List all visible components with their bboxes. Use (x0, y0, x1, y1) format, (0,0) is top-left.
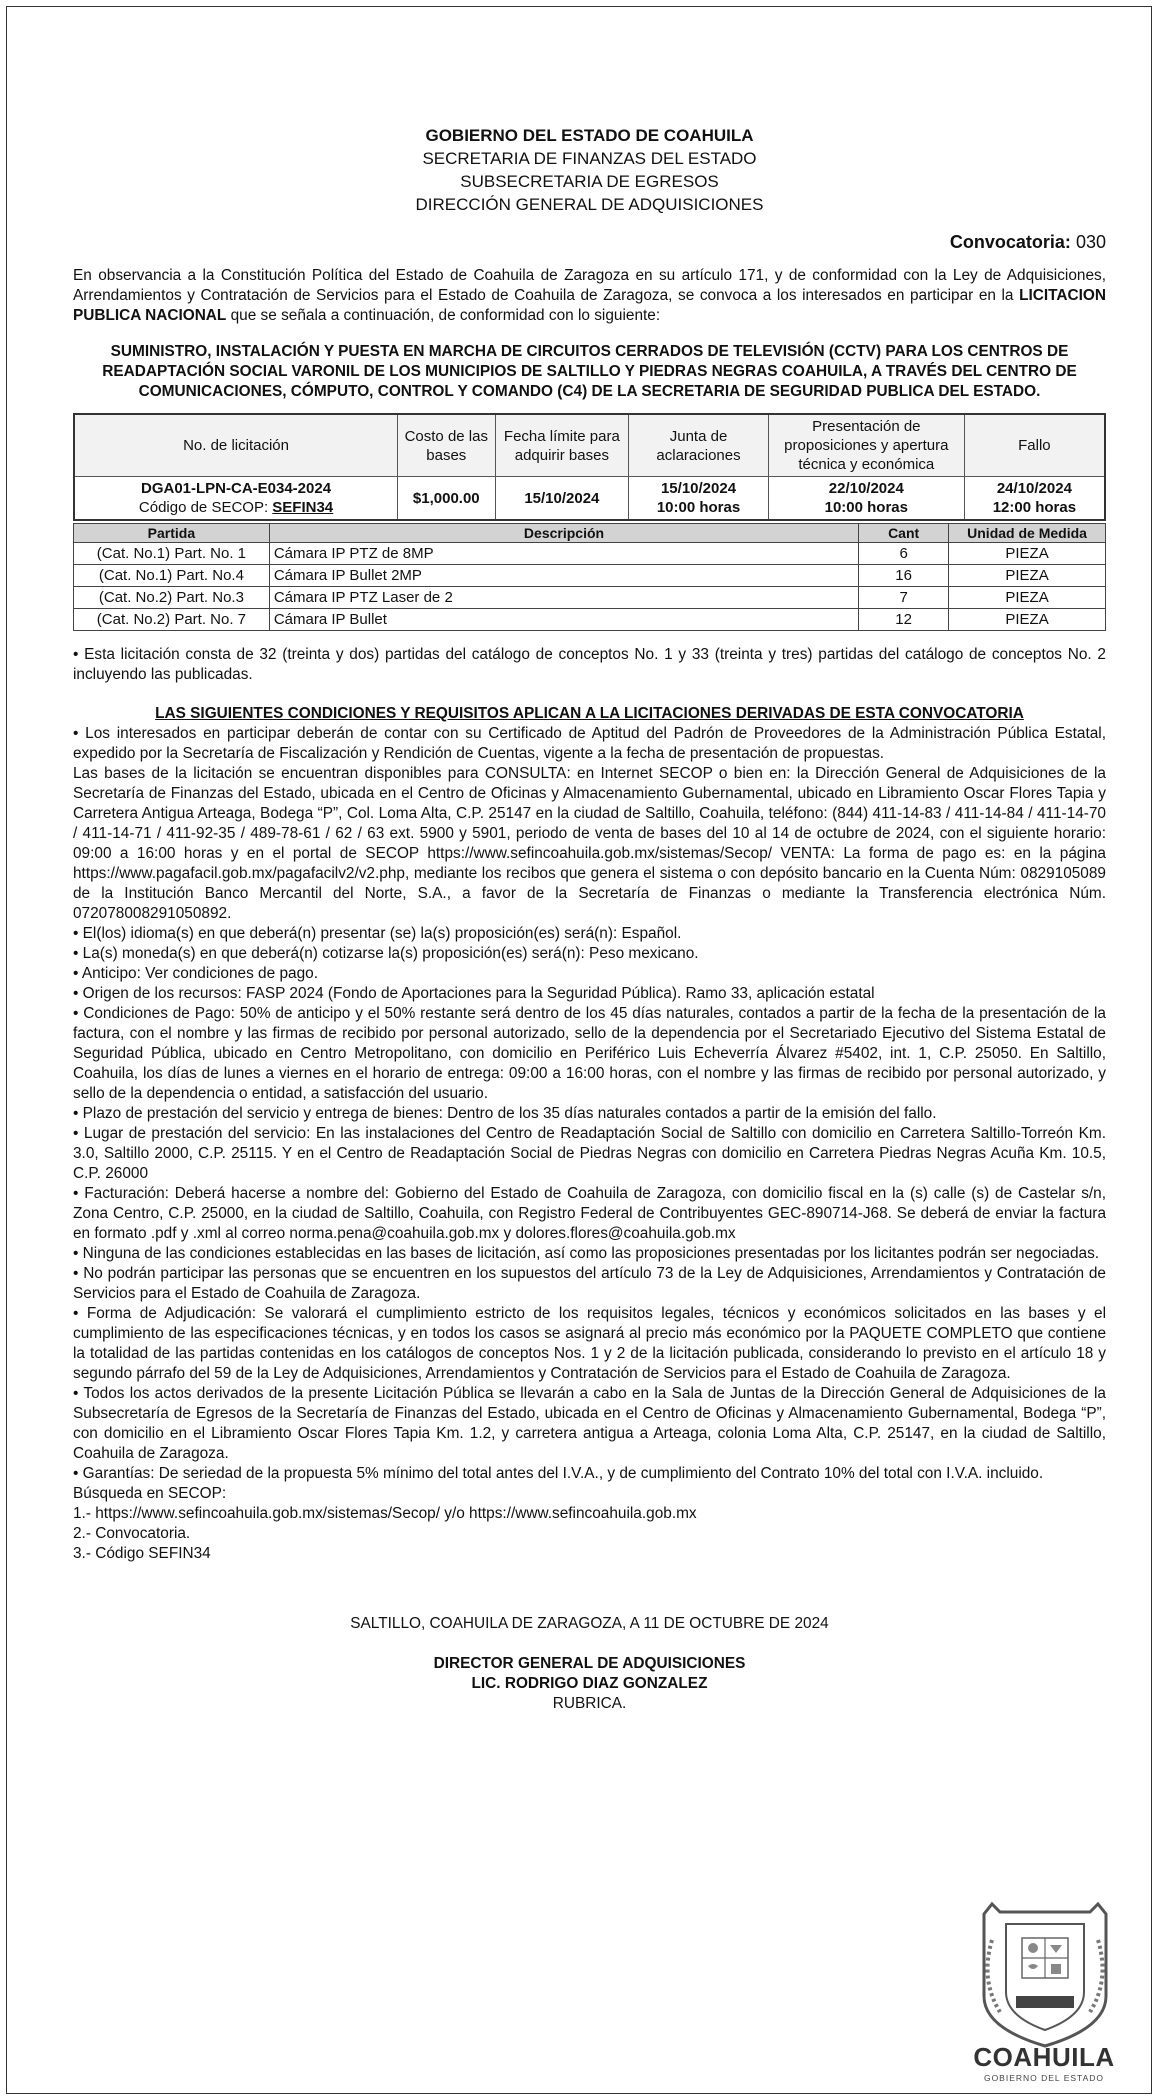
list-item: • Los interesados en participar deberán de contar con su Certificado de Aptitud del Padrón de Proveedores de la Administración Pública Estatal, expedido por la Secretaría de Fiscalización y Rendición de Cuentas, vigente a la fecha de presentación de propuestas. (73, 725, 1106, 762)
presentacion-cell (768, 477, 964, 521)
col-junta: Junta de aclaraciones (629, 414, 769, 477)
intro-text: En observancia a la Constitución Política del Estado de Coahuila de Zaragoza en su artículo 171, y de conformidad con la Ley de Adquisiciones, Arrendamientos y Contratación de Servicios para el Estado de Coahuila de Zaragoza, se convoca a los interesados en participar en la (73, 267, 1106, 304)
table-row (74, 543, 1106, 565)
descripcion-cell: Cámara IP PTZ de 8MP (269, 543, 858, 565)
junta-hora: 10:00 horas (656, 499, 741, 516)
col-fecha-limite: Fecha límite para adquirir bases (495, 414, 629, 477)
header-direccion: DIRECCIÓN GENERAL DE ADQUISICIONES (415, 195, 764, 214)
junta-fecha: 15/10/2024 (660, 480, 737, 497)
partida-cell: (Cat. No.1) Part. No.4 (74, 565, 270, 587)
cant-cell: 7 (859, 587, 949, 609)
intro-paragraph (73, 266, 1106, 326)
col-unidad: Unidad de Medida (949, 524, 1106, 543)
bid-table-row (74, 477, 1105, 521)
costo-cell: $1,000.00 (398, 477, 495, 521)
junta-cell (629, 477, 769, 521)
partida-cell: (Cat. No.1) Part. No. 1 (74, 543, 270, 565)
secop-code: SEFIN34 (272, 499, 334, 516)
place-date: SALTILLO, COAHUILA DE ZARAGOZA, A 11 DE OCTUBRE DE 2024 (350, 1615, 829, 1632)
list-item: • Forma de Adjudicación: Se valorará el cumplimiento estricto de los requisitos legales, técnicos y económicos solicitados en las bases y el cumplimiento de las especificaciones técnicas, y en todos los casos se asignará al precio más económico por la PAQUETE COMPLETO que contiene la totalidad de las partidas contenidas en los catálogos de conceptos Nos. 1 y 2 de la licitación publicada, considerando lo previsto en el artículo 18 y segundo párrafo del 59 de la Ley de Adquisiciones, Arrendamientos y Contratación de Servicios para el Estado de Coahuila de Zaragoza. (73, 1305, 1106, 1382)
intro-text-end: que se señala a continuación, de conformidad con lo siguiente: (226, 307, 661, 324)
partida-cell: (Cat. No.2) Part. No. 7 (74, 609, 270, 631)
licitacion-number: DGA01-LPN-CA-E034-2024 (140, 480, 332, 497)
table-row (74, 609, 1106, 631)
table-row (74, 587, 1106, 609)
intro-bold: LICITACION PUBLICA NACIONAL (73, 287, 1106, 324)
presentacion-hora: 10:00 horas (824, 499, 908, 516)
licitacion-cell (74, 477, 398, 521)
signer-title: DIRECTOR GENERAL DE ADQUISICIONES (433, 1655, 746, 1672)
list-item: Las bases de la licitación se encuentran disponibles para CONSULTA: en Internet SECOP o bien en: la Dirección General de Adquisiciones de la Secretaría de Finanzas del Estado, ubicada en el Centro de Oficinas y Almacenamiento Gubernamental, ubicado en Libramiento Oscar Flores Tapia y Carretera Antigua Arteaga, Bodega “P”, Col. Loma Alta, C.P. 25147 en la ciudad de Saltillo, Coahuila, teléfono: (844) 411-14-83 / 411-14-84 / 411-14-70 / 411-14-71 / 411-92-35 / 489-78-61 / 62 / 63 ext. 5900 y 5901, periodo de venta de bases del 10 al 14 de octubre de 2024, con el siguiente horario: 09:00 a 16:00 horas y en el portal de SECOP https://www.sefincoahuila.gob.mx/sistemas/Secop/ VENTA: La forma de pago es: en la página https://www.pagafacil.gob.mx/pagafacilv2/v2.php, mediante los recibos que genera el sistema o con depósito bancario en la Cuenta Núm: 0829105089 de la Institución Banco Mercantil del Norte, S.A., a favor de la Secretaría de Finanzas o mediante la Transferencia electrónica Núm. 072078008291050892. (73, 765, 1106, 922)
items-table (73, 523, 1106, 631)
list-item: • El(los) idioma(s) en que deberá(n) presentar (se) la(s) proposición(es) será(n): Español. (73, 925, 682, 942)
fallo-hora: 12:00 horas (992, 499, 1077, 516)
presentacion-fecha: 22/10/2024 (828, 480, 904, 497)
tender-title: SUMINISTRO, INSTALACIÓN Y PUESTA EN MARCHA DE CIRCUITOS CERRADOS DE TELEVISIÓN (CCTV) PARA LOS CENTROS DE READAPTACIÓN SOCIAL VARONIL DE LOS MUNICIPIOS DE SALTILLO Y PIEDRAS NEGRAS COAHUILA, A TRAVÉS DEL CENTRO DE COMUNICACIONES, CÓMPUTO, CONTROL Y COMANDO (C4) DE LA SECRETARIA DE SEGURIDAD PUBLICA DEL ESTADO. (102, 343, 1077, 400)
col-fallo: Fallo (964, 414, 1105, 477)
fecha-limite-cell: 15/10/2024 (495, 477, 629, 521)
convocatoria-label: Convocatoria: (949, 232, 1071, 252)
col-partida: Partida (74, 524, 270, 543)
list-item: • Ninguna de las condiciones establecidas en las bases de licitación, así como las proposiciones presentadas por los licitantes podrán ser negociadas. (73, 1245, 1100, 1262)
list-item: • Plazo de prestación del servicio y entrega de bienes: Dentro de los 35 días naturales contados a partir de la emisión del fallo. (73, 1105, 937, 1122)
header-government: GOBIERNO DEL ESTADO DE COAHUILA (425, 126, 754, 145)
header-secretaria: SECRETARIA DE FINANZAS DEL ESTADO (422, 149, 757, 168)
secop-label: Código de SECOP: (138, 499, 273, 516)
list-item: 2.- Convocatoria. (73, 1525, 191, 1542)
unidad-cell: PIEZA (949, 543, 1106, 565)
list-item: • No podrán participar las personas que se encuentren en los supuestos del artículo 73 de la Ley de Adquisiciones, Arrendamientos y Contratación de Servicios para el Estado de Coahuila de Zaragoza. (73, 1265, 1106, 1302)
conditions-title: LAS SIGUIENTES CONDICIONES Y REQUISITOS APLICAN A LA LICITACIONES DERIVADAS DE ESTA CONVOCATORIA (155, 705, 1024, 722)
fallo-fecha: 24/10/2024 (996, 480, 1072, 497)
partida-cell: (Cat. No.2) Part. No.3 (74, 587, 270, 609)
descripcion-cell: Cámara IP Bullet (269, 609, 858, 631)
cant-cell: 6 (859, 543, 949, 565)
list-item: • Anticipo: Ver condiciones de pago. (73, 965, 318, 982)
unidad-cell: PIEZA (949, 565, 1106, 587)
col-cant: Cant (859, 524, 949, 543)
list-item: • Todos los actos derivados de la presente Licitación Pública se llevarán a cabo en la Sala de Juntas de la Dirección General de Adquisiciones de la Subsecretaría de Egresos de la Secretaría de Finanzas del Estado, ubicada en el Centro de Oficinas y Almacenamiento Gubernamental, Bodega “P”, con domicilio en el Libramiento Oscar Flores Tapia Km. 1.2, y carretera antigua a Arteaga, colonia Loma Alta, C.P. 25147, en la ciudad de Saltillo, Coahuila de Zaragoza. (73, 1385, 1106, 1462)
signature-block (73, 1654, 1106, 1714)
conditions-list (73, 724, 1106, 1564)
rubrica: RUBRICA. (552, 1695, 627, 1712)
list-item: • Origen de los recursos: FASP 2024 (Fondo de Aportaciones para la Seguridad Pública). Ramo 33, aplicación estatal (73, 985, 875, 1002)
unidad-cell: PIEZA (949, 609, 1106, 631)
list-item: Búsqueda en SECOP: (73, 1485, 227, 1502)
secop-line (77, 498, 395, 517)
unidad-cell: PIEZA (949, 587, 1106, 609)
list-item: 3.- Código SEFIN34 (73, 1545, 211, 1562)
bid-table-header (74, 414, 1105, 477)
partidas-note: • Esta licitación consta de 32 (treinta y dos) partidas del catálogo de conceptos No. 1 y 33 (treinta y tres) partidas del catálogo de conceptos No. 2 incluyendo las publicadas. (73, 646, 1106, 683)
header-subsecretaria: SUBSECRETARIA DE EGRESOS (460, 172, 719, 191)
list-item: • Garantías: De seriedad de la propuesta 5% mínimo del total antes del I.V.A., y de cumplimiento del Contrato 10% del total con I.V.A. incluido. (73, 1465, 1044, 1482)
table-row (74, 565, 1106, 587)
col-presentacion: Presentación de proposiciones y apertura técnica y económica (768, 414, 964, 477)
convocatoria-value: 030 (1075, 232, 1106, 252)
logo-wordmark: COAHUILA (973, 2042, 1115, 2072)
list-item: • Lugar de prestación del servicio: En las instalaciones del Centro de Readaptación Social de Saltillo con domicilio en Carretera Saltillo-Torreón Km. 3.0, Saltillo 2000, C.P. 25115. Y en el Centro de Readaptación Social de Piedras Negras con domicilio en Carretera Piedras Negras Acuña Km. 10.5, C.P. 26000 (73, 1125, 1106, 1182)
fallo-cell (964, 477, 1105, 521)
cant-cell: 16 (859, 565, 949, 587)
convocatoria-number (73, 232, 1106, 253)
col-licitacion: No. de licitación (74, 414, 398, 477)
col-descripcion: Descripción (269, 524, 858, 543)
header (73, 124, 1106, 216)
list-item: • Facturación: Deberá hacerse a nombre del: Gobierno del Estado de Coahuila de Zaragoza, con domicilio fiscal en la (s) calle (s) de Castelar s/n, Zona Centro, C.P. 25000, en la ciudad de Saltillo, Coahuila, con Registro Federal de Contribuyentes GEC-890714-J68. Se deberá de enviar la factura en formato .pdf y .xml al correo norma.pena@coahuila.gob.mx y dolores.flores@coahuila.gob.mx (73, 1185, 1106, 1242)
cant-cell: 12 (859, 609, 949, 631)
list-item: • La(s) moneda(s) en que deberá(n) cotizarse la(s) proposición(es) será(n): Peso mexicano. (73, 945, 699, 962)
descripcion-cell: Cámara IP PTZ Laser de 2 (269, 587, 858, 609)
signer-name: LIC. RODRIGO DIAZ GONZALEZ (471, 1675, 708, 1692)
col-costo: Costo de las bases (398, 414, 495, 477)
logo-subtitle: GOBIERNO DEL ESTADO (983, 2073, 1105, 2083)
document-body (73, 124, 1106, 1714)
bid-table (73, 413, 1106, 521)
list-item: • Condiciones de Pago: 50% de anticipo y el 50% restante será dentro de los 45 días naturales, contados a partir de la fecha de la presentación de la factura, con el nombre y las firmas de recibido por personal autorizado, sello de la dependencia por el Secretariado Ejecutivo del Sistema Estatal de Seguridad Pública, ubicado en Centro Metropolitano, con domicilio en Periférico Luis Echeverría Álvarez #5402, int. 1, C.P. 25050. En Saltillo, Coahuila, los días de lunes a viernes en el horario de entrega: 09:00 a 16:00 horas, con el nombre y las firmas de recibido por personal autorizado, y sello de la dependencia o entidad, a satisfacción del usuario. (73, 1005, 1106, 1102)
descripcion-cell: Cámara IP Bullet 2MP (269, 565, 858, 587)
items-table-header (74, 524, 1106, 543)
list-item: 1.- https://www.sefincoahuila.gob.mx/sistemas/Secop/ y/o https://www.sefincoahuila.gob.mx (73, 1505, 697, 1522)
